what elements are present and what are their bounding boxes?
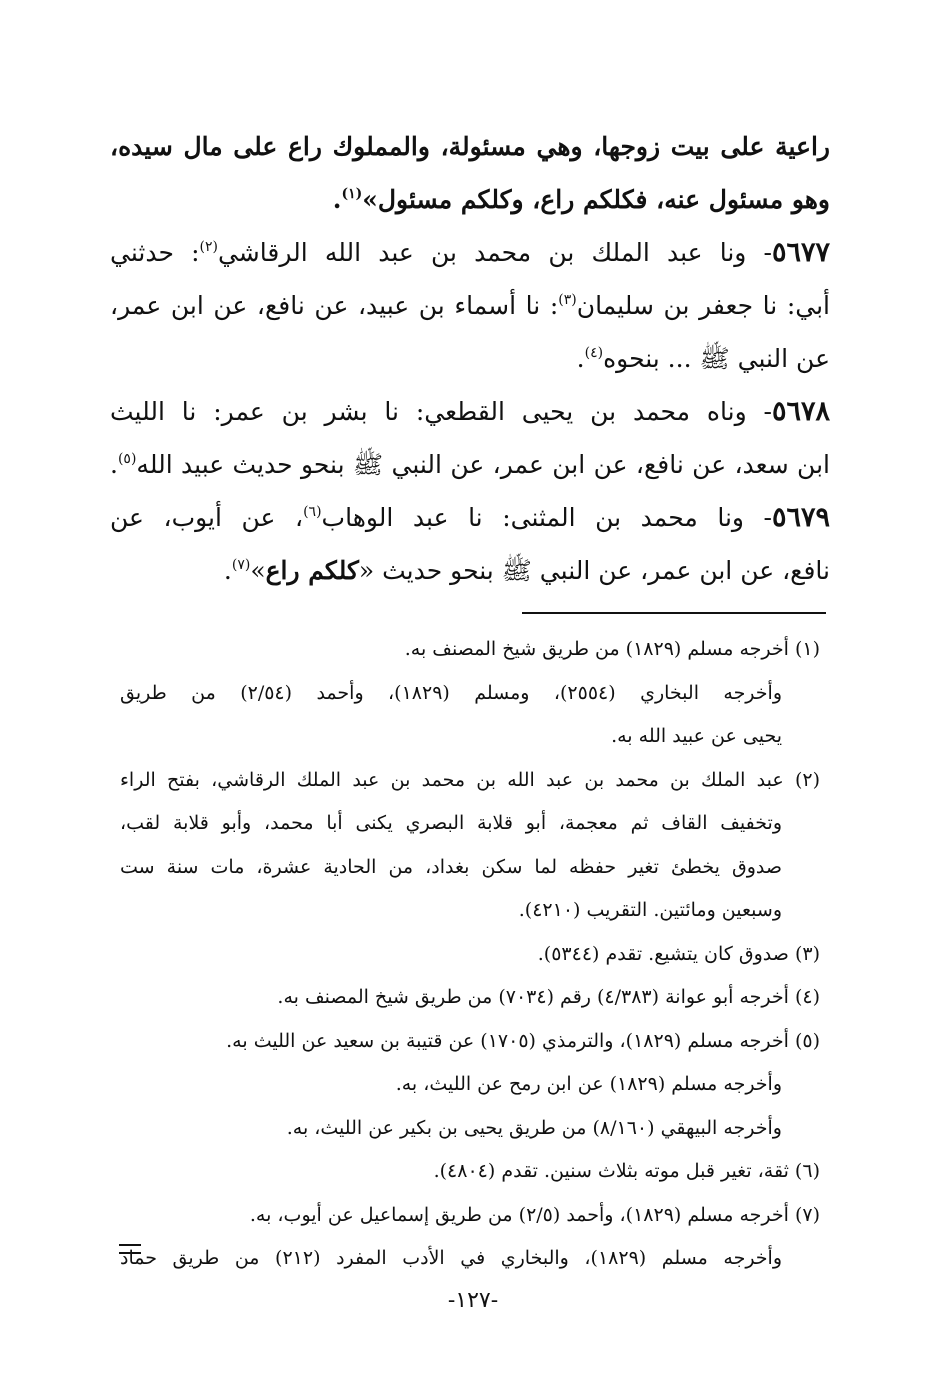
- hadith-text: عن النبي ﷺ ... بنحوه: [603, 344, 830, 373]
- footnote-line: (٥) أخرجه مسلم (١٨٢٩)، والترمذي (١٧٠٥) عن قتيبة بن سعيد عن الليث به.: [226, 1029, 820, 1052]
- hadith-5679-line-1: [110, 491, 830, 544]
- footnote-line: (١) أخرجه مسلم (١٨٢٩) من طريق شيخ المصنف به.: [404, 638, 820, 660]
- hadith-text: نافع، عن ابن عمر، عن النبي ﷺ بنحو حديث «: [358, 556, 830, 585]
- footnote-line: وأخرجه مسلم (١٨٢٩)، والبخاري في الأدب المفرد (٢١٢) من طريق حماد: [120, 1247, 782, 1269]
- footnotes: [120, 628, 820, 1281]
- main-text: [110, 120, 830, 597]
- hadith-number: ٥٦٧٩: [772, 502, 831, 533]
- footnote-line: وتخفيف القاف ثم معجمة، أبو قلابة البصري يكنى أبا محمد، وأبو قلابة لقب،: [120, 812, 782, 834]
- hadith-5678-line-1: [110, 385, 830, 438]
- hadith-5679-line-2: [110, 544, 830, 597]
- footnote-line: (٧) أخرجه مسلم (١٨٢٩)، وأحمد (٢/٥) من طريق إسماعيل عن أيوب، به.: [249, 1203, 820, 1226]
- footnote-line: (٢) عبد الملك بن محمد بن عبد الله بن محمد بن عبد الملك الرقاشي، بفتح الراء: [120, 768, 820, 791]
- footnote-line: وأخرجه البخاري (٢٥٥٤)، ومسلم (١٨٢٩)، وأحمد (٢/٥٤) من طريق: [120, 681, 782, 704]
- hadith-text: .: [576, 344, 585, 373]
- hadith-text: أبي: نا جعفر بن سليمان: [576, 291, 830, 320]
- hadith-5677-line-1: [110, 226, 830, 279]
- footnote-line: وسبعين ومائتين. التقريب (٤٢١٠).: [518, 899, 782, 921]
- footnote-ref: (٢): [199, 239, 218, 255]
- footnote-line: صدوق يخطئ تغير حفظه لما سكن بغداد، من الحادية عشرة، مات سنة ست: [120, 855, 782, 878]
- footnote-divider: [522, 612, 826, 614]
- hadith-quote: كلكم راع: [265, 556, 359, 585]
- footnote-ref: (٦): [303, 504, 322, 520]
- hadith-number: ٥٦٧٨: [771, 396, 830, 427]
- hadith-text: ، عن أيوب، عن: [110, 503, 304, 532]
- continuation-mark: [119, 1244, 141, 1254]
- main-line-2: وهو مسئول عنه، فكلكم راع، وكلكم مسئول»$^{(١)}$.: [332, 185, 830, 214]
- footnote-line: وأخرجه مسلم (١٨٢٩) عن ابن رمح عن الليث، به.: [395, 1073, 782, 1095]
- hadith-5677-line-3: [110, 332, 830, 385]
- footnote-line: (٣) صدوق كان يتشيع. تقدم (٥٣٤٤).: [537, 942, 820, 965]
- footnote-ref: (٣): [558, 292, 577, 308]
- hadith-text: »: [250, 556, 266, 585]
- footnote-line: وأخرجه البيهقي (٨/١٦٠) من طريق يحيى بن بكير عن الليث، به.: [286, 1116, 782, 1139]
- hadith-text: : حدثني: [110, 238, 200, 267]
- hadith-text: .: [110, 450, 118, 479]
- footnote-line: (٦) ثقة، تغير قبل موته بثلاث سنين. تقدم (٤٨٠٤).: [433, 1160, 820, 1182]
- footnote-line: (٤) أخرجه أبو عوانة (٤/٣٨٣) رقم (٧٠٣٤) من طريق شيخ المصنف به.: [277, 986, 820, 1008]
- footnote-ref: (١): [341, 186, 363, 202]
- hadith-text: - ونا عبد الملك بن محمد بن عبد الله الرقاشي: [217, 238, 772, 267]
- hadith-text: .: [223, 556, 232, 585]
- footnote-line: يحيى عن عبيد الله به.: [611, 725, 782, 747]
- footnote-ref: (٥): [117, 451, 137, 467]
- main-line-1: راعية على بيت زوجها، وهي مسئولة، والمملوك راع على مال سيده،: [110, 132, 830, 161]
- hadith-5677-line-2: [110, 279, 830, 332]
- hadith-text: ابن سعد، عن نافع، عن ابن عمر، عن النبي ﷺ بنحو حديث عبيد الله: [136, 450, 830, 479]
- hadith-text: - وناه محمد بن يحيى القطعي: نا بشر بن عمر: نا الليث: [110, 397, 772, 426]
- page-number: -١٢٧-: [447, 1288, 499, 1313]
- hadith-text: - ونا محمد بن المثنى: نا عبد الوهاب: [321, 503, 772, 532]
- footnote-ref: (٤): [584, 345, 604, 361]
- hadith-text: : نا أسماء بن عبيد، عن نافع، عن ابن عمر،: [110, 291, 559, 320]
- hadith-5678-line-2: [110, 438, 830, 491]
- hadith-number: ٥٦٧٧: [771, 237, 830, 268]
- footnote-ref: (٧): [231, 557, 251, 573]
- main-line-2-text: وهو مسئول عنه، فكلكم راع، وكلكم مسئول»: [362, 185, 830, 214]
